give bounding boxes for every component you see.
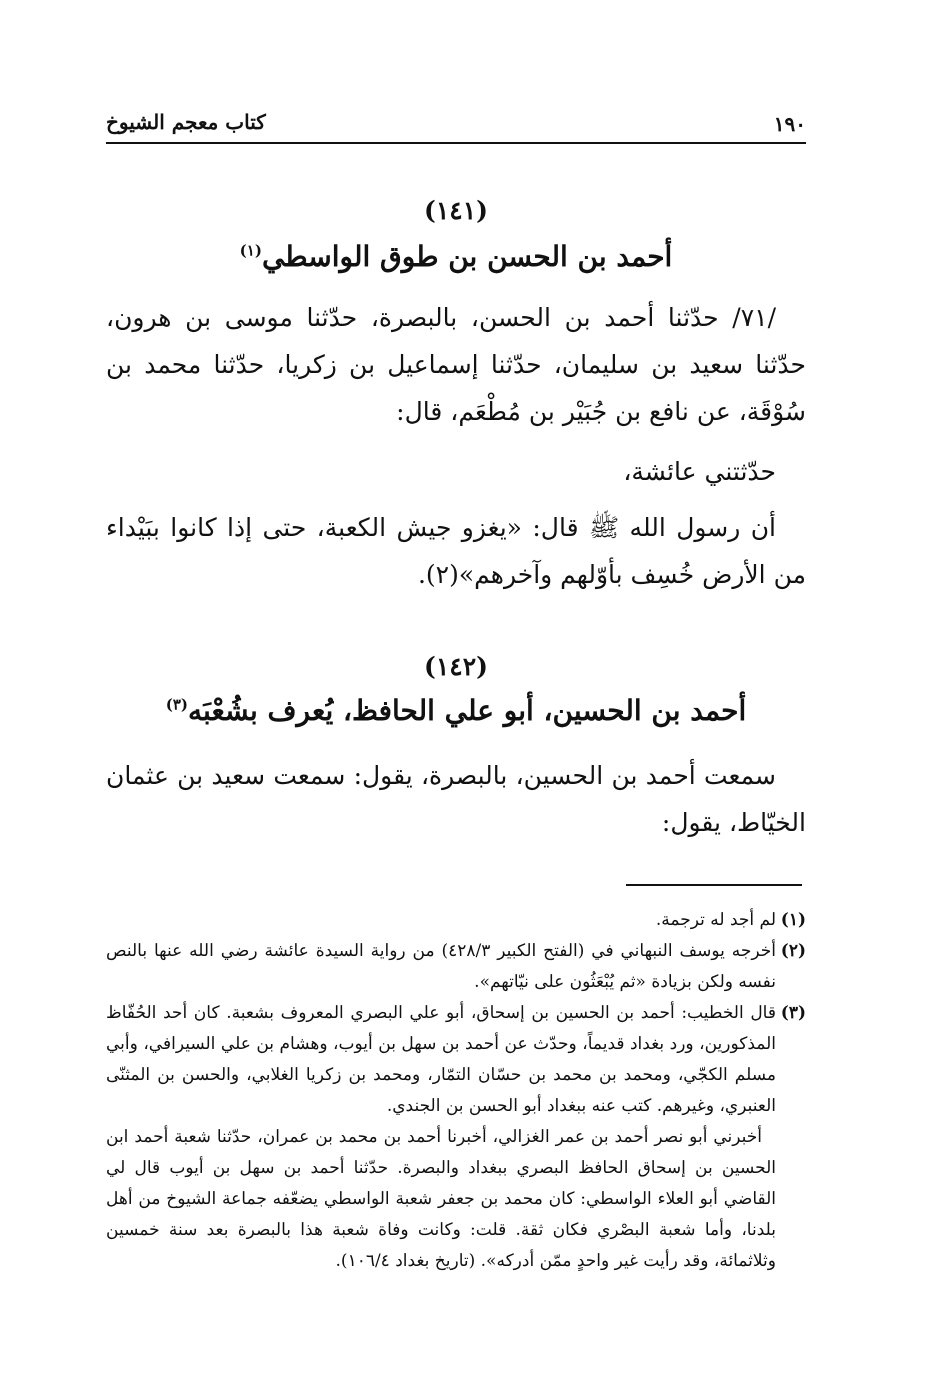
footnotes (106, 905, 806, 1277)
entry-title-text: أحمد بن الحسن بن طوق الواسطي (261, 240, 673, 273)
footnote-separator (626, 884, 802, 886)
footnote-reference: (٣) (165, 695, 188, 714)
footnote (106, 998, 806, 1122)
entry-title (106, 694, 806, 727)
footnote-number: (٣) (780, 1003, 806, 1023)
entry-number: (١٤٢) (424, 652, 488, 681)
footnote-text: قال الخطيب: أحمد بن الحسين بن إسحاق، أبو علي البصري المعروف بشعبة. كان أحد الحُفّاظ المذكورين، ورد بغداد قديماً، وحدّث عن أحمد بن سهل بن أيوب، وهشام بن علي السيرافي، وأبي مسلم الكجّي، ومحمد بن محمد بن حسّان التمّار، ومحمد بن زكريا الغلابي، والحسن بن المثنّى العنبري، وغيرهم. كتب عنه ببغداد أبو الحسن بن الجندي. (106, 1003, 776, 1116)
entry-number: (١٤١) (424, 196, 488, 225)
footnote (106, 905, 806, 936)
book-title: كتاب معجم الشيوخ (106, 110, 266, 134)
footnote-text: أخرجه يوسف النبهاني في (الفتح الكبير ٤٢٨/٣) من رواية السيدة عائشة رضي الله عنها بالنص نفسه ولكن بزيادة «ثم يُبْعَثُون على نيّاتهم». (106, 941, 776, 992)
footnote-number: (٢) (780, 941, 806, 961)
paragraph: حدّثتني عائشة، (623, 457, 776, 486)
footnote-text: لم أجد له ترجمة. (655, 910, 776, 930)
paragraph: سمعت أحمد بن الحسين، بالبصرة، يقول: سمعت سعيد بن عثمان الخيّاط، يقول: (106, 761, 806, 837)
paragraph: أن رسول الله ﷺ قال: «يغزو جيش الكعبة، حتى إذا كانوا ببَيْداء من الأرض خُسِف بأوّلهم وآخرهم»(٢). (106, 513, 806, 589)
footnote-number: (١) (780, 910, 806, 930)
entry-title (106, 240, 806, 273)
footnote-reference: (١) (239, 241, 262, 260)
footnote (106, 936, 806, 998)
running-header (106, 108, 806, 144)
footnote-continuation: أخبرني أبو نصر أحمد بن عمر الغزالي، أخبرنا أحمد بن محمد بن عمران، حدّثنا شعبة أحمد ابن الحسين بن إسحاق الحافظ البصري ببغداد والبصرة. حدّثنا أحمد بن سهل بن أيوب قال لي القاضي أبو العلاء الواسطي: كان محمد بن جعفر شعبة الواسطي يضعّفه جماعة الشيوخ من أهل بلدنا، وأما شعبة البصْري فكان ثقة. قلت: وكانت وفاة شعبة هذا بالبصرة بعد سنة خمسين وثلاثمائة، وقد رأيت غير واحدٍ ممّن أدركه». (تاريخ بغداد ١٠٦/٤). (106, 1127, 776, 1271)
paragraph: /٧١/ حدّثنا أحمد بن الحسن، بالبصرة، حدّثنا موسى بن هرون، حدّثنا سعيد بن سليمان، حدّثنا إسماعيل بن زكريا، حدّثنا محمد بن سُوْقَة، عن نافع بن جُبَيْر بن مُطْعَم، قال: (106, 303, 806, 426)
entry-title-text: أحمد بن الحسين، أبو علي الحافظ، يُعرف بشُعْبَه (188, 694, 747, 727)
page-number: ١٩٠ (773, 112, 806, 136)
